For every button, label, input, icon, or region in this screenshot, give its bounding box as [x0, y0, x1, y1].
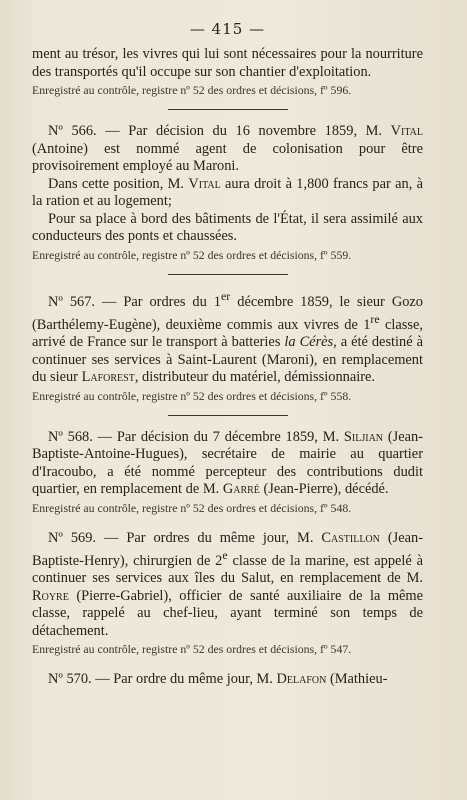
entry-paragraph: [32, 123, 423, 176]
entry-gap: [32, 516, 423, 530]
register-note: Enregistré au contrôle, registre nº 52 des ordres et décisions, fº 548.: [32, 500, 352, 515]
entry-paragraph: [32, 429, 423, 499]
separator-rule: [168, 415, 288, 416]
superscript: re: [370, 311, 380, 326]
entry-paragraph: [32, 530, 423, 641]
continuation-block: [32, 46, 423, 98]
superscript: e: [222, 548, 228, 563]
entry-text: (Jean-Baptiste-Antoine-Hugues), secrétaire de mairie au quartier d'Iracoubo, a été nommé percepteur des contributions dudit quartier, en remplacement de M.: [32, 428, 423, 498]
superscript: er: [220, 288, 231, 303]
entry-text: Nº 567. — Par ordres du 1: [48, 293, 221, 310]
ship-name: la Cérès: [284, 334, 334, 351]
person-name: Delafon: [276, 671, 327, 688]
person-name: Royre: [32, 587, 69, 604]
page-number: — 415 —: [189, 20, 266, 38]
entry-text: (Jean-Pierre), décédé.: [259, 481, 389, 498]
entry-568: [32, 429, 423, 516]
entry-text: , a été destiné à continuer ses services à Saint-Laurent (Maroni), en remplacement du sieur: [32, 334, 423, 386]
entry-text: (Antoine) est nommé agent de colonisation pour être provisoirement employé au Maroni.: [32, 140, 423, 174]
entry-text: aura droit à 1,800 francs par an, à la ration et au logement;: [32, 175, 423, 209]
entry-text: , distributeur du matériel, démissionnaire.: [134, 369, 375, 386]
entry-text: Nº 570. — Par ordre du même jour, M.: [48, 671, 277, 688]
entry-566: [32, 123, 423, 263]
entry-text: (Pierre-Gabriel), officier de santé auxiliaire de la même classe, rappelé au chef-lieu, ayant terminé son temps de détachement.: [32, 587, 423, 639]
continuation-text: ment au trésor, les vivres qui lui sont nécessaires pour la nourriture des transportés qu'il occupe sur son chantier d'exploitation.: [32, 46, 423, 80]
entry-text: Nº 569. — Par ordres du même jour, M.: [48, 529, 322, 546]
person-name: Garré: [222, 481, 260, 498]
entry-text: décembre 1859, le sieur Gozo (Barthélemy-Eugène), deuxième commis aux vivres de 1: [32, 293, 423, 333]
entry-text: Nº 566. — Par décision du 16 novembre 1859, M.: [48, 123, 391, 139]
entry-570: [32, 671, 423, 689]
entry-text: Nº 568. — Par décision du 7 décembre 1859, M.: [48, 428, 344, 445]
person-name: Vital: [390, 123, 423, 139]
entry-paragraph: [32, 671, 423, 689]
register-note: Enregistré au contrôle, registre nº 52 des ordres et décisions, fº 558.: [32, 388, 352, 403]
entry-text: classe, arrivé de France sur le transport à batteries: [32, 316, 423, 351]
entry-paragraph: [32, 288, 423, 387]
separator-rule: [168, 109, 288, 110]
person-name: Vital: [188, 175, 221, 192]
register-note: Enregistré au contrôle, registre nº 52 des ordres et décisions, fº 559.: [32, 247, 352, 262]
register-note: Enregistré au contrôle, registre nº 52 des ordres et décisions, fº 596.: [32, 83, 352, 97]
person-name: Laforest: [81, 369, 135, 386]
person-name: Siljian: [343, 428, 384, 445]
entry-569: [32, 530, 423, 658]
entry-text: Dans cette position, M.: [48, 175, 189, 192]
person-name: Castillon: [321, 529, 380, 546]
entry-text: (Mathieu-: [326, 671, 388, 688]
register-note: Enregistré au contrôle, registre nº 52 des ordres et décisions, fº 547.: [32, 642, 352, 657]
separator-rule: [168, 274, 288, 275]
entry-text: (Jean-Baptiste-Henry), chirurgien de 2: [32, 529, 423, 569]
entry-567: [32, 288, 423, 404]
entry-gap: [32, 657, 423, 671]
entry-paragraph: Pour sa place à bord des bâtiments de l'État, il sera assimilé aux conducteurs des ponts et chaussées.: [32, 210, 423, 244]
entry-paragraph: [32, 176, 423, 211]
entry-text: classe de la marine, est appelé à continuer ses services aux îles du Salut, en remplacement de M.: [32, 552, 423, 587]
